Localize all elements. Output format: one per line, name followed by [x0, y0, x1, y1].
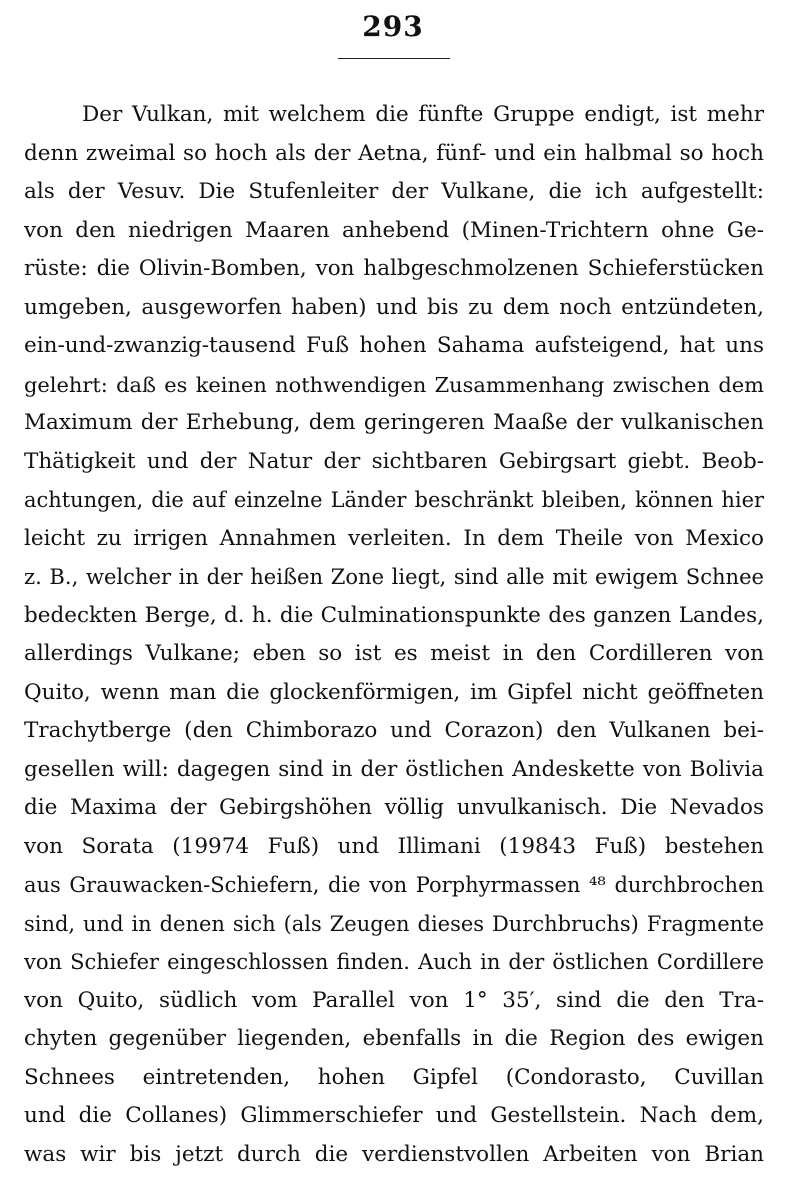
text-line: aus Grauwacken-Schiefern, die von Porphyrmassen ⁴⁸ durchbrochen	[24, 873, 764, 897]
text-line: umgeben, ausgeworfen haben) und bis zu dem noch entzündeten,	[24, 294, 764, 320]
text-line: was wir bis jetzt durch die verdienstvollen Arbeiten von Brian	[24, 1141, 764, 1167]
page-number: 293	[362, 10, 424, 43]
text-line: ein-und-zwanzig-tausend Fuß hohen Sahama aufsteigend, hat uns	[24, 333, 764, 358]
text-line: gesellen will: dagegen sind in der östlichen Andeskette von Bolivia	[24, 756, 764, 782]
text-line: als der Vesuv. Die Stufenleiter der Vulkane, die ich aufgestellt:	[24, 179, 764, 204]
text-line: chyten gegenüber liegenden, ebenfalls in die Region des ewigen	[24, 1026, 764, 1051]
text-line: allerdings Vulkane; eben so ist es meist in den Cordilleren von	[24, 641, 764, 666]
text-line: gelehrt: daß es keinen nothwendigen Zusammenhang zwischen dem	[24, 372, 764, 397]
text-line: Der Vulkan, mit welchem die fünfte Gruppe endigt, ist mehr	[82, 102, 764, 127]
text-line: von Sorata (19974 Fuß) und Illimani (19843 Fuß) bestehen	[24, 833, 764, 859]
text-line: sind, und in denen sich (als Zeugen dieses Durchbruchs) Fragmente	[24, 911, 764, 936]
text-line: Thätigkeit und der Natur der sichtbaren Gebirgsart giebt. Beob-	[24, 448, 764, 474]
text-line: Maximum der Erhebung, dem geringeren Maaße der vulkanischen	[24, 410, 764, 435]
text-line: Schnees eintretenden, hohen Gipfel (Condorasto, Cuvillan	[24, 1064, 764, 1090]
text-line: leicht zu irrigen Annahmen verleiten. In dem Theile von Mexico	[24, 525, 764, 551]
text-line: von Quito, südlich vom Parallel von 1° 35′, sind die den Tra-	[24, 987, 764, 1013]
text-line: denn zweimal so hoch als der Aetna, fünf- und ein halbmal so hoch	[24, 140, 764, 166]
text-line: achtungen, die auf einzelne Länder beschränkt bleiben, können hier	[24, 488, 764, 512]
text-line: Trachytberge (den Chimborazo und Corazon) den Vulkanen bei-	[24, 718, 764, 743]
text-line: von den niedrigen Maaren anhebend (Minen-Trichtern ohne Ge-	[24, 217, 764, 243]
text-line: z. B., welcher in der heißen Zone liegt, sind alle mit ewigem Schnee	[24, 564, 764, 589]
text-line: die Maxima der Gebirgshöhen völlig unvulkanisch. Die Nevados	[24, 795, 764, 820]
text-line: von Schiefer eingeschlossen finden. Auch in der östlichen Cordillere	[24, 950, 764, 974]
text-line: und die Collanes) Glimmerschiefer und Gestellstein. Nach dem,	[24, 1103, 764, 1128]
header-rule	[338, 58, 450, 59]
text-line: Quito, wenn man die glockenförmigen, im Gipfel nicht geöffneten	[24, 679, 764, 705]
text-line: rüste: die Olivin-Bomben, von halbgeschmolzenen Schieferstücken	[24, 256, 764, 281]
text-line: bedeckten Berge, d. h. die Culminationspunkte des ganzen Landes,	[24, 602, 764, 628]
body-text	[24, 96, 764, 1174]
